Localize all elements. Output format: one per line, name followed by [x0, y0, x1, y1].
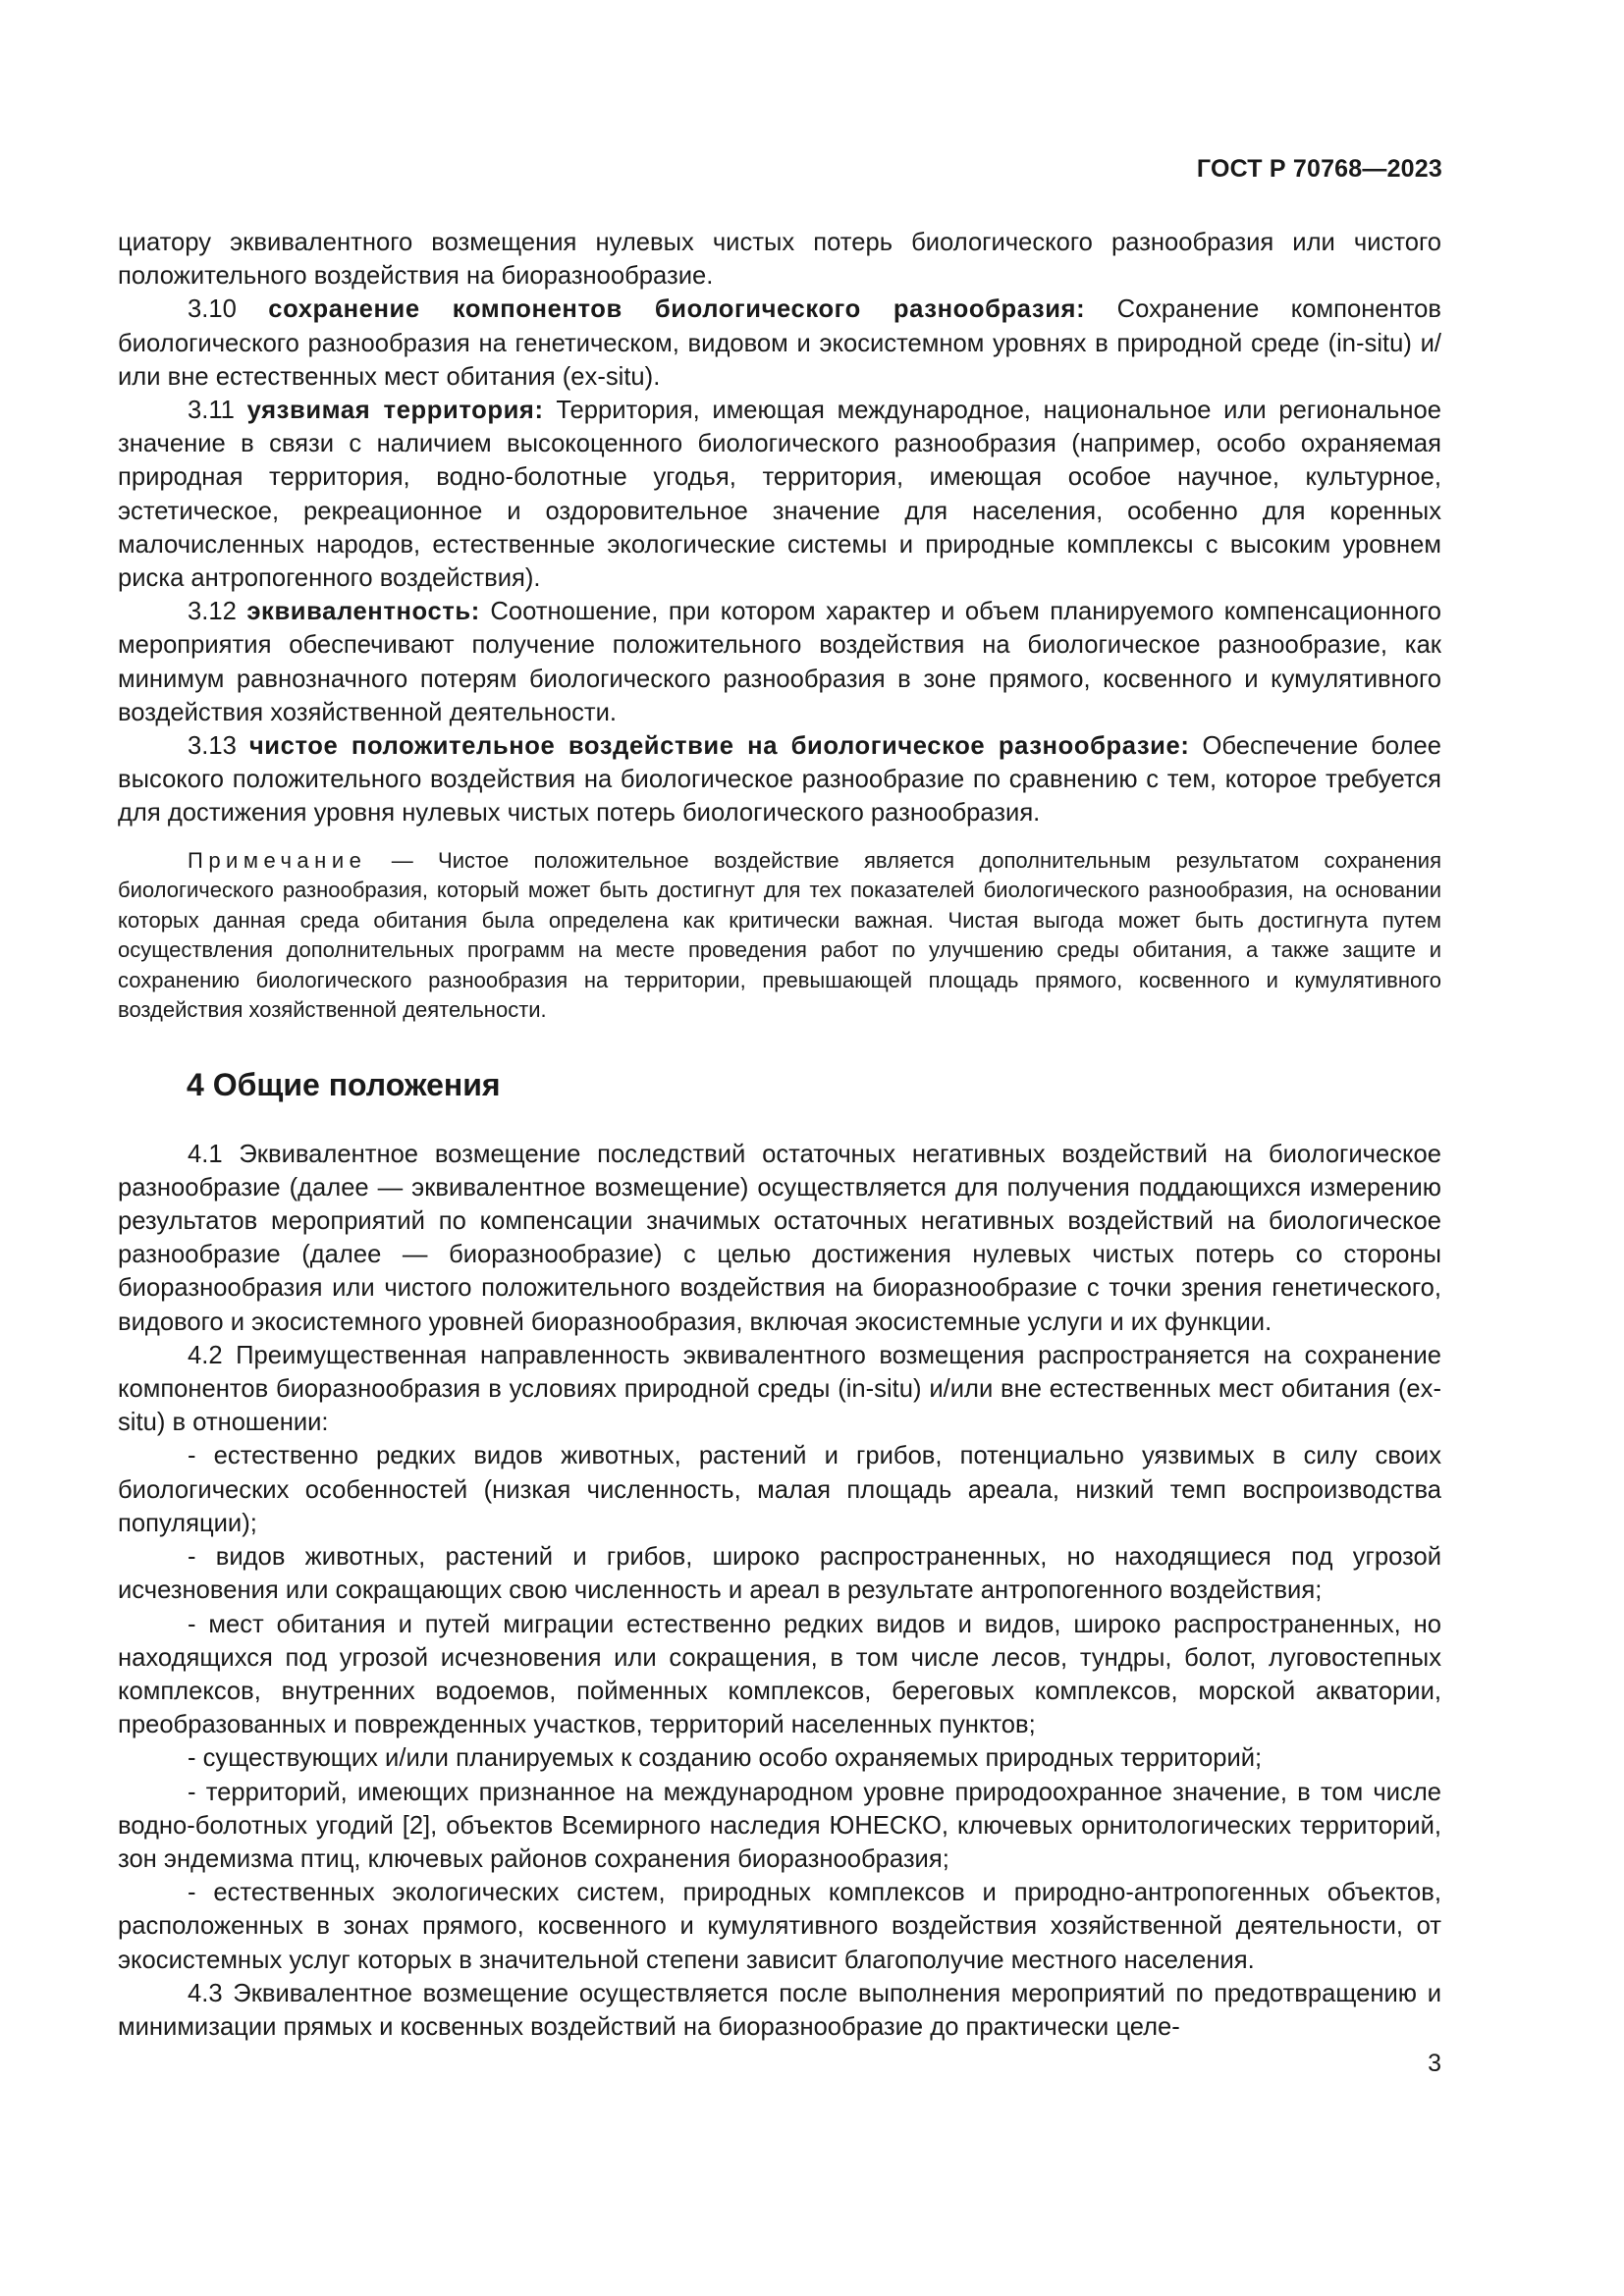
- definition-number: 3.13: [188, 732, 237, 761]
- paragraph-4-1: 4.1 Эквивалентное возмещение последствий остаточных негативных воздействий на биологическое разнообразие (далее — эквивалентное возмещение) осуществляется для получения поддающихся измерению результатов мероприятий по компенсации значимых остаточных негативных воздействий на биологическое разнообразие (далее — биоразнообразие) с целью достижения нулевых чистых потерь со стороны биоразнообразия или чистого положительного воздействия на биоразнообразие с точки зрения генетического, видового и экосистемного уровней биоразнообразия, включая экосистемные услуги и их функции.: [118, 1140, 1441, 1336]
- definition-term: эквивалентность:: [246, 598, 480, 626]
- document-code: ГОСТ Р 70768—2023: [1196, 155, 1442, 183]
- definition-number: 3.10: [188, 295, 237, 324]
- definition-number: 3.12: [188, 598, 237, 626]
- note-label: Примечание: [188, 847, 367, 873]
- definition-text: Соотношение, при котором характер и объем планируемого компенсационного мероприятия обеспечивают получение положительного воздействия на биологическое разнообразие, как минимум равнозначного потерям биологического разнообразия в зоне прямого, косвенного и кумулятивного воздействия хозяйственной деятельности.: [118, 598, 1441, 726]
- document-body: [118, 226, 1441, 2044]
- definition-term: сохранение компонентов биологического разнообразия:: [268, 295, 1086, 324]
- definition-term: уязвимая территория:: [246, 397, 544, 425]
- paragraph-4-2: 4.2 Преимущественная направленность эквивалентного возмещения распространяется на сохранение компонентов биоразнообразия в условиях природной среды (in-situ) и/или вне естественных мест обитания (ex-situ) в отношении:: [118, 1341, 1441, 1437]
- page-number: 3: [1428, 2050, 1441, 2077]
- definition-text: Территория, имеющая международное, национальное или региональное значение в связи с наличием высокоценного биологического разнообразия (например, особо охраняемая природная территория, водно-болотные угодья, территория, имеющая особое научное, культурное, эстетическое, рекреационное и оздоровительное значение для населения, особенно для коренных малочисленных народов, естественные экологические системы и природные комплексы с высоким уровнем риска антропогенного воздействия).: [118, 397, 1441, 593]
- list-item: - мест обитания и путей миграции естественно редких видов и видов, широко распространенных, но находящихся под угрозой исчезновения или сокращения, в том числе лесов, тундры, болот, луговостепных комплексов, внутренних водоемов, пойменных комплексов, береговых комплексов, морской акватории, преобразованных и поврежденных участков, территорий населенных пунктов;: [118, 1610, 1441, 1739]
- definition-3-10: [118, 293, 1441, 394]
- section-title: 4 Общие положения: [187, 1066, 501, 1102]
- paragraph-4-3: 4.3 Эквивалентное возмещение осуществляется после выполнения мероприятий по предотвращению и минимизации прямых и косвенных воздействий на биоразнообразие до практически целе-: [118, 1979, 1441, 2041]
- definition-3-12: [118, 595, 1441, 729]
- definition-text: Сохранение компонентов биологического разнообразия на генетическом, видовом и экосистемном уровнях в природной среде (in-situ) и/или вне естественных мест обитания (ex-situ).: [118, 295, 1441, 391]
- continuation-text: циатору эквивалентного возмещения нулевых чистых потерь биологического разнообразия или чистого положительного воздействия на биоразнообразие.: [118, 229, 1441, 291]
- note: [118, 846, 1441, 1026]
- note-text: — Чистое положительное воздействие является дополнительным результатом сохранения биологического разнообразия, который может быть достигнут для тех показателей биологического разнообразия, на основании которых данная среда обитания была определена как критически важная. Чистая выгода может быть достигнута путем осуществления дополнительных программ на месте проведения работ по улучшению среды обитания, а также защите и сохранению биологического разнообразия на территории, превышающей площадь прямого, косвенного и кумулятивного воздействия хозяйственной деятельности.: [118, 847, 1441, 1023]
- list-item: - видов животных, растений и грибов, широко распространенных, но находящиеся под угрозой исчезновения или сокращающих свою численность и ареал в результате антропогенного воздействия;: [118, 1543, 1441, 1605]
- definition-term: чистое положительное воздействие на биологическое разнообразие:: [248, 732, 1190, 761]
- list-item: - естественно редких видов животных, растений и грибов, потенциально уязвимых в силу своих биологических особенностей (низкая численность, малая площадь ареала, низкий темп воспроизводства популяции);: [118, 1442, 1441, 1537]
- list-item: - существующих и/или планируемых к созданию особо охраняемых природных территорий;: [188, 1744, 1263, 1773]
- definition-3-11: [118, 394, 1441, 595]
- list-item: - естественных экологических систем, природных комплексов и природно-антропогенных объектов, расположенных в зонах прямого, косвенного и кумулятивного воздействия хозяйственной деятельности, от экосистемных услуг которых в значительной степени зависит благополучие местного населения.: [118, 1879, 1441, 1974]
- definition-text: Обеспечение более высокого положительного воздействия на биологическое разнообразие по сравнению с тем, которое требуется для достижения уровня нулевых чистых потерь биологического разнообразия.: [118, 732, 1441, 828]
- list-item: - территорий, имеющих признанное на международном уровне природоохранное значение, в том числе водно-болотных угодий [2], объектов Всемирного наследия ЮНЕСКО, ключевых орнитологических территорий, зон эндемизма птиц, ключевых районов сохранения биоразнообразия;: [118, 1778, 1441, 1873]
- definition-number: 3.11: [188, 397, 235, 425]
- definition-3-13: [118, 729, 1441, 830]
